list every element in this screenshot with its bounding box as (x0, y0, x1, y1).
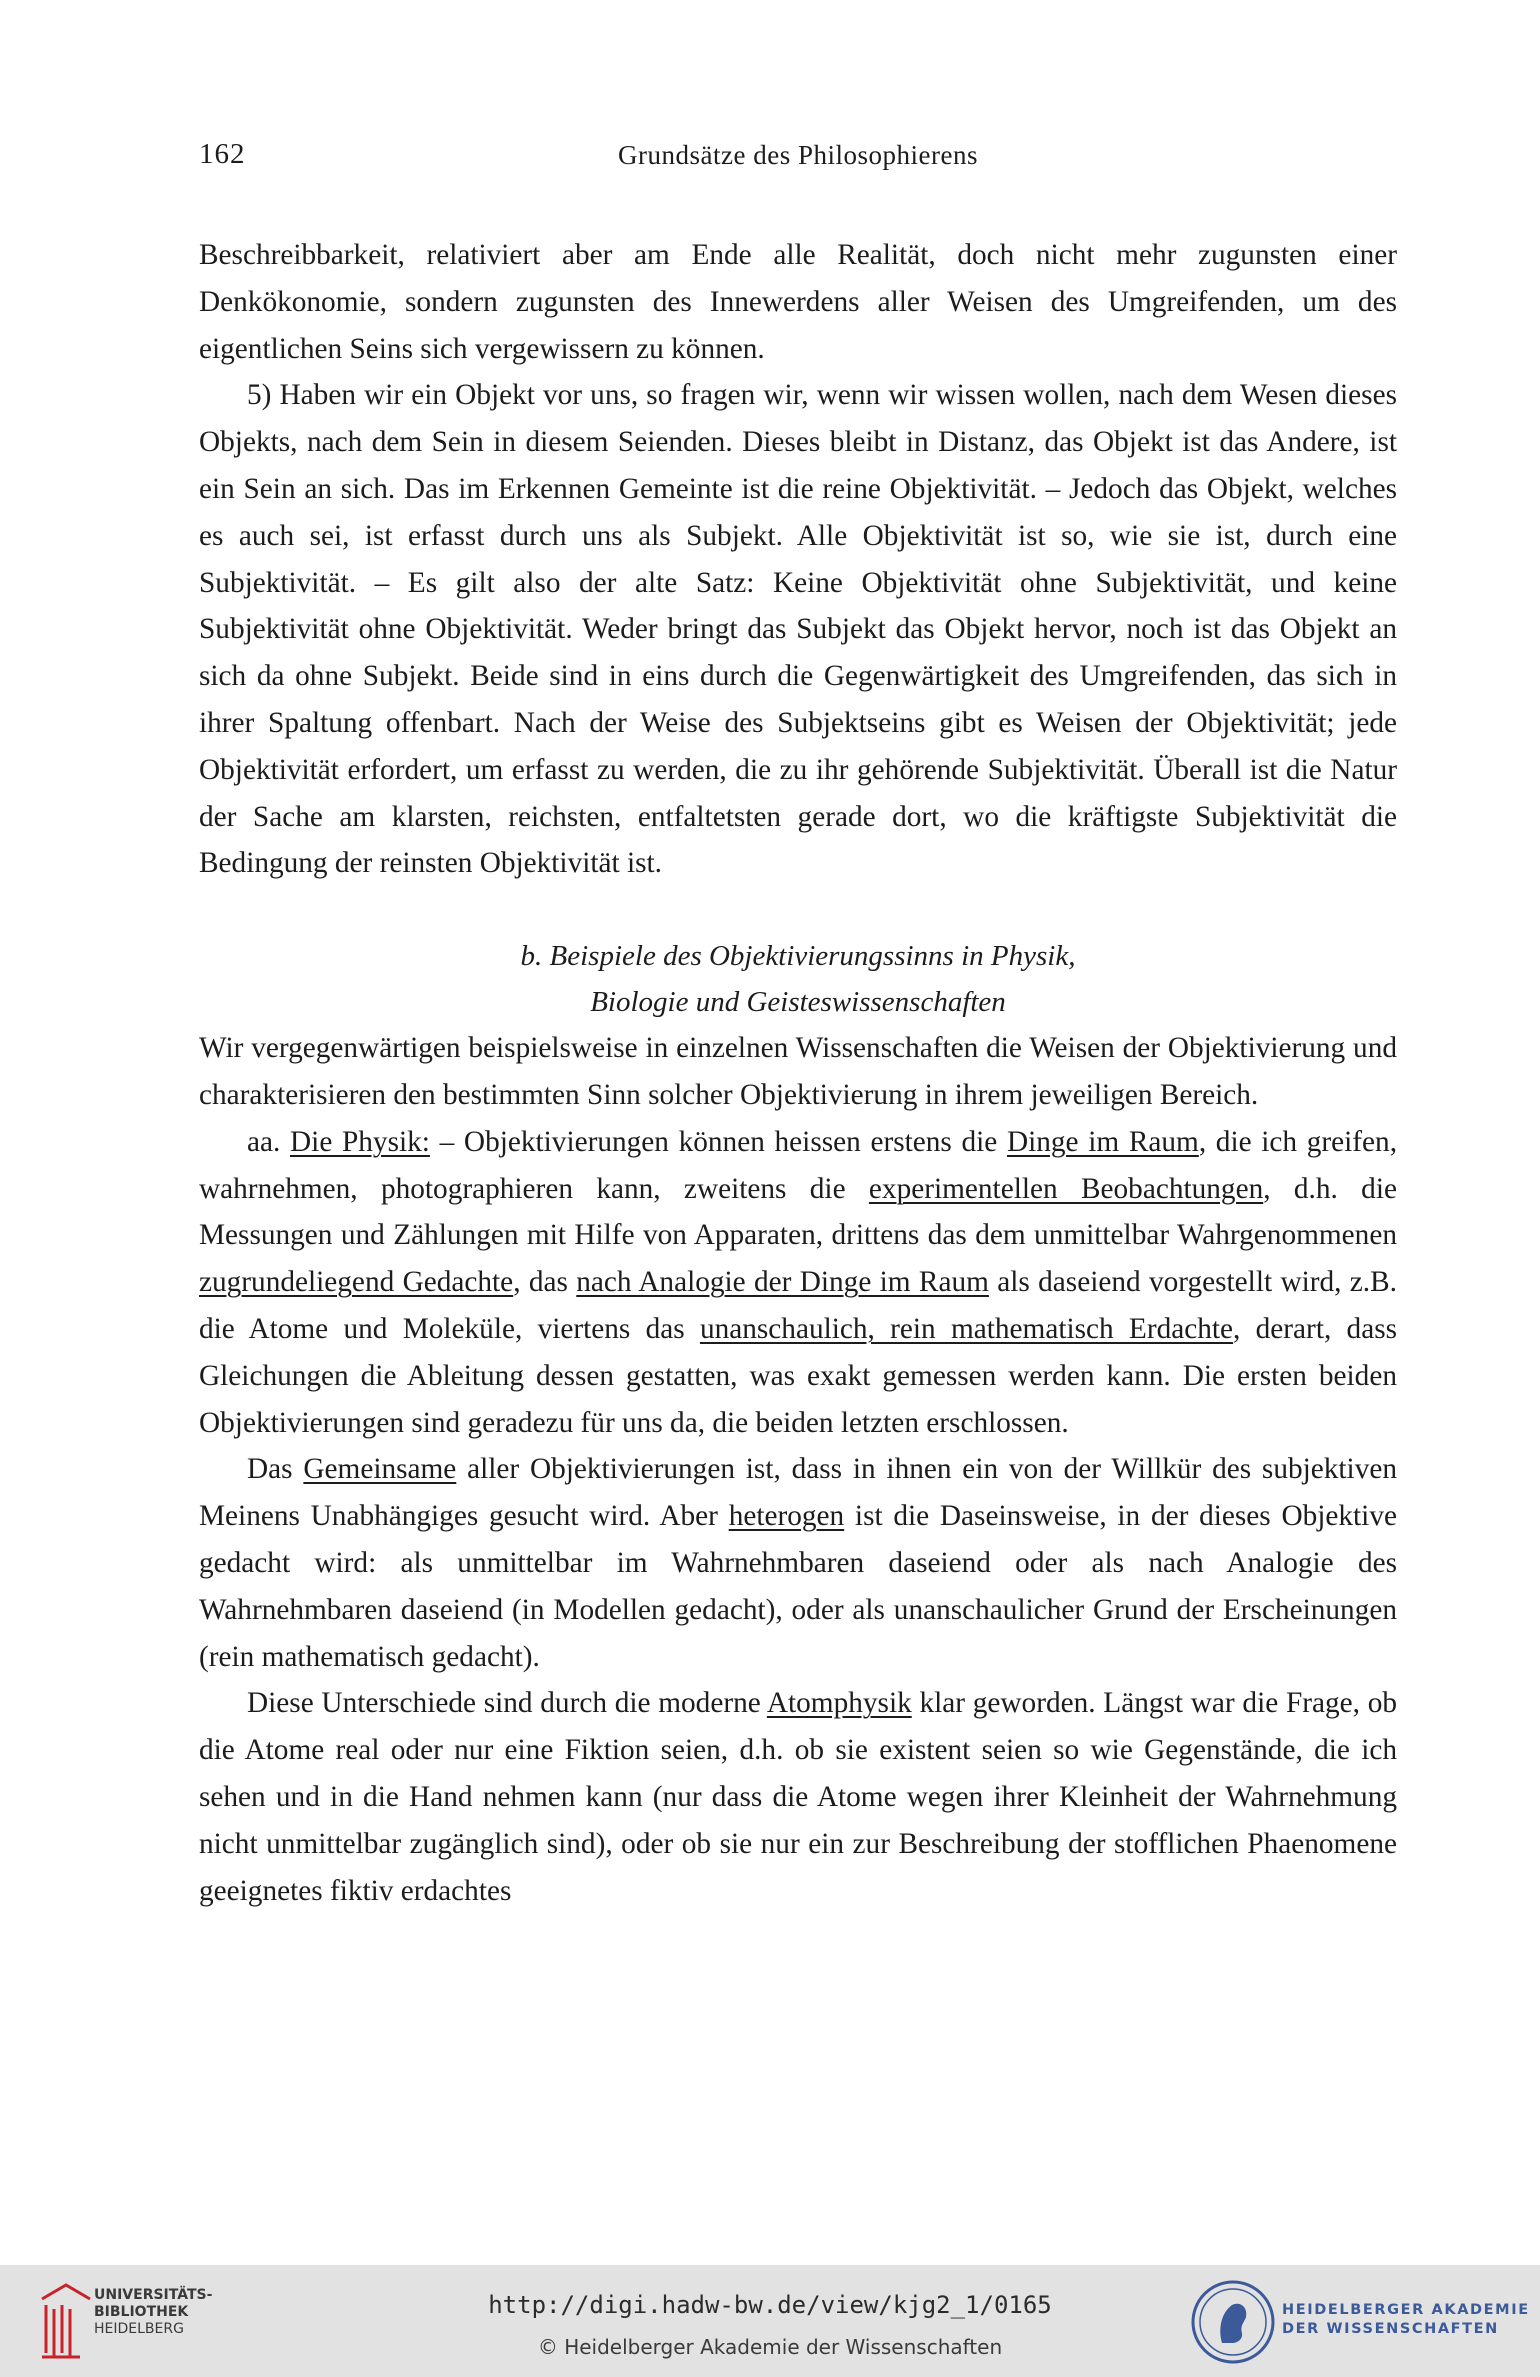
academy-line-1: HEIDELBERGER AKADEMIE (1282, 2302, 1530, 2318)
footer-bar (0, 2265, 1540, 2377)
text-run: Das (247, 1453, 304, 1486)
underlined-term: Die Physik: (290, 1125, 430, 1158)
underlined-term: Gemeinsame (303, 1453, 457, 1486)
page-header (199, 138, 1397, 182)
copyright-notice: © Heidelberger Akademie der Wissenschaften (537, 2335, 1003, 2359)
text-run: , derart, dass Gleichungen die Ableitung dessen gestatten, was exakt gemessen werden kann. Die ersten beiden Objektivierungen sind geradezu für uns da, die beiden letzten erschlossen. (199, 1312, 1398, 1439)
permalink-url[interactable]: http://digi.hadw-bw.de/view/kjg2_1/0165 (488, 2291, 1052, 2319)
text-run: , d.h. die Messungen und Zählungen mit Hilfe von Apparaten, drittens das dem unmittelbar Wahrgenommenen (199, 1172, 1397, 1252)
text-run: – Objektivierungen können heissen erstens die (429, 1125, 1007, 1158)
text-run: aa. (247, 1125, 291, 1158)
paragraph-physik (199, 1119, 1397, 1447)
paragraph-gemeinsame (199, 1446, 1397, 1680)
ub-line-3: HEIDELBERG (94, 2321, 184, 2337)
section-heading-line-1: b. Beispiele des Objektivierungssinns in Physik, (520, 940, 1076, 973)
text-run: als daseiend vorgestellt wird, z.B. die Atome und Moleküle, viertens das (199, 1266, 1397, 1345)
text-run: aller Objektivierungen ist, dass in ihnen ein von der Willkür des subjektiven Meinens Unabhängiges gesucht wird. Aber (199, 1453, 1398, 1533)
ub-line-1: UNIVERSITÄTS- (94, 2287, 213, 2303)
page-number: 162 (199, 138, 246, 170)
academy-name (1282, 2301, 1530, 2339)
underlined-term: Atomphysik (766, 1687, 912, 1720)
paragraph-5: 5) Haben wir ein Objekt vor uns, so fragen wir, wenn wir wissen wollen, nach dem Wesen dieses Objekts, nach dem Sein in diesem Seienden. Dieses bleibt in Distanz, das Objekt ist das Andere, ist ein Sein an sich. Das im Erkennen Gemeinte ist die reine Objektivität. – Jedoch das Objekt, welches es auch sei, ist erfasst durch uns als Subjekt. Alle Objektivität ist so, wie sie ist, durch eine Subjektivität. – Es gilt also der alte Satz: Keine Objektivität ohne Subjektivität, und keine Subjektivität ohne Objektivität. Weder bringt das Subjekt das Objekt hervor, noch ist das Objekt an sich da ohne Subjekt. Beide sind in eins durch die Gegenwärtigkeit des Umgreifenden, das sich in ihrer Spaltung offenbart. Nach der Weise des Subjektseins gibt es Weisen der Objektivität; jede Objektivität erfordert, um erfasst zu werden, die zu ihr gehörende Subjektivität. Überall ist die Natur der Sache am klarsten, reichsten, entfaltetsten gerade dort, wo die kräftigste Subjektivität die Bedingung der reinsten Objektivität ist. (199, 379, 1397, 880)
ub-line-2: BIBLIOTHEK (94, 2304, 189, 2320)
text-run: , das (513, 1266, 577, 1299)
body-text (199, 232, 1397, 1914)
underlined-term: zugrundeliegend Gedachte (199, 1266, 514, 1299)
section-heading (199, 933, 1397, 1025)
text-run: klar geworden. Längst war die Frage, ob die Atome real oder nur eine Fiktion seien, d.h. ob sie existent seien so wie Gegenstände, die ich sehen und in die Hand nehmen kann (nur dass die Atome wegen ihrer Kleinheit der Wahrnehmung nicht unmittelbar zugänglich sind), oder ob sie nur ein zur Beschreibung der stofflichen Phaenomene geeignetes fiktiv erdachtes (199, 1687, 1397, 1907)
text-run: , die ich greifen, wahrnehmen, photographieren kann, zweitens die (199, 1125, 1398, 1205)
underlined-term: unanschaulich, rein mathematisch Erdachte (699, 1312, 1234, 1345)
underlined-term: heterogen (728, 1500, 845, 1533)
paragraph-intro: Wir vergegenwärtigen beispielsweise in einzelnen Wissenschaften die Weisen der Objektivierung und charakterisieren den bestimmten Sinn solcher Objektivierung in ihrem jeweiligen Bereich. (199, 1032, 1397, 1111)
underlined-term: nach Analogie der Dinge im Raum (576, 1266, 989, 1299)
running-title: Grundsätze des Philosophierens (618, 140, 978, 170)
paragraph-continuation: Beschreibbarkeit, relativiert aber am Ende alle Realität, doch nicht mehr zugunsten einer Denkökonomie, sondern zugunsten des Innewerdens aller Weisen des Umgreifenden, um des eigentlichen Seins sich vergewissern zu können. (199, 239, 1397, 365)
text-run: ist die Daseinsweise, in der dieses Objektive gedacht wird: als unmittelbar im Wahrnehmbaren daseiend oder als nach Analogie des Wahrnehmbaren daseiend (in Modellen gedacht), oder als unanschaulicher Grund der Erscheinungen (rein mathematisch gedacht). (199, 1500, 1397, 1673)
section-heading-line-2: Biologie und Geisteswissenschaften (590, 986, 1006, 1019)
academy-line-2: DER WISSENSCHAFTEN (1282, 2321, 1499, 2337)
underlined-term: Dinge im Raum (1006, 1125, 1199, 1158)
text-run: Diese Unterschiede sind durch die moderne (247, 1687, 767, 1720)
underlined-term: experimentellen Beobachtungen (868, 1172, 1264, 1205)
academy-seal-icon (1188, 2277, 1278, 2367)
paragraph-atomphysik (199, 1680, 1397, 1914)
